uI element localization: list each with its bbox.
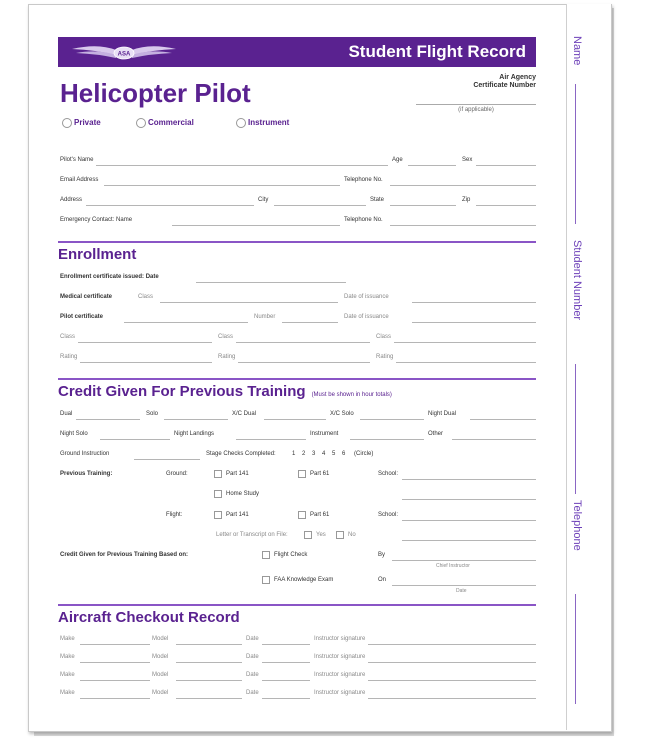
tab-student-number-label: Student Number	[571, 240, 583, 321]
stage-number[interactable]: 2	[302, 451, 306, 457]
make-label: Make	[60, 654, 75, 660]
on-label: On	[378, 577, 387, 583]
dual-label: Dual	[60, 411, 73, 417]
flight-part141-label: Part 141	[226, 512, 249, 518]
commercial-radio[interactable]	[136, 118, 146, 128]
banner-title: Student Flight Record	[348, 42, 526, 61]
city-label: City	[258, 197, 269, 203]
xc-dual-field[interactable]	[264, 419, 326, 420]
date-field[interactable]	[262, 662, 310, 663]
private-radio[interactable]	[62, 118, 72, 128]
model-field[interactable]	[176, 662, 242, 663]
flight-part61-label: Part 61	[310, 512, 330, 518]
medical-cert-label: Medical certificate	[60, 294, 113, 300]
model-label: Model	[152, 690, 169, 696]
instructor-signature-field[interactable]	[368, 698, 536, 699]
instructor-signature-field[interactable]	[368, 680, 536, 681]
ground-part141-label: Part 141	[226, 471, 249, 477]
date-field[interactable]	[262, 698, 310, 699]
model-label: Model	[152, 636, 169, 642]
flight-school-field-2[interactable]	[402, 540, 536, 541]
flight-school-field[interactable]	[402, 520, 536, 521]
credit-heading	[58, 383, 392, 400]
model-field[interactable]	[176, 698, 242, 699]
home-study-checkbox[interactable]	[214, 490, 222, 498]
flight-check-checkbox[interactable]	[262, 551, 270, 559]
side-tab	[566, 4, 611, 730]
enrollment-issued-label: Enrollment certificate issued: Date	[60, 274, 159, 280]
night-solo-label: Night Solo	[60, 431, 88, 437]
instructor-signature-label: Instructor signature	[314, 690, 366, 696]
commercial-label: Commercial	[148, 118, 194, 127]
model-field[interactable]	[176, 644, 242, 645]
ground-instruction-field[interactable]	[134, 459, 200, 460]
tab-line	[575, 84, 576, 224]
make-field[interactable]	[80, 698, 150, 699]
ground-school-label: School:	[378, 471, 399, 477]
night-dual-field[interactable]	[470, 419, 536, 420]
model-label: Model	[152, 672, 169, 678]
air-agency-label	[436, 74, 536, 90]
enrollment-heading: Enrollment	[58, 246, 137, 263]
instructor-signature-label: Instructor signature	[314, 636, 366, 642]
city-field[interactable]	[274, 205, 366, 206]
pilot-cert-label: Pilot certificate	[60, 314, 104, 320]
instrument-hours-label: Instrument	[310, 431, 339, 437]
pilot-cert-field[interactable]	[124, 322, 248, 323]
instructor-signature-label: Instructor signature	[314, 654, 366, 660]
stage-number[interactable]: 6	[342, 451, 346, 457]
zip-label: Zip	[462, 197, 471, 203]
telephone-label: Telephone No.	[344, 177, 383, 183]
stage-number[interactable]: 3	[312, 451, 316, 457]
page-title: Helicopter Pilot	[60, 78, 251, 108]
night-solo-field[interactable]	[100, 439, 170, 440]
address-field[interactable]	[86, 205, 254, 206]
email-label: Email Address	[60, 177, 99, 183]
state-field[interactable]	[390, 205, 456, 206]
emergency-contact-label: Emergency Contact: Name	[60, 217, 133, 223]
letter-yes-label: Yes	[316, 532, 326, 538]
instrument-radio[interactable]	[236, 118, 246, 128]
pilot-name-field[interactable]	[96, 165, 388, 166]
medical-class-label: Class	[138, 294, 154, 300]
agency-number-field[interactable]	[416, 104, 536, 105]
faa-exam-checkbox[interactable]	[262, 576, 270, 584]
flight-part61-checkbox[interactable]	[298, 511, 306, 519]
date-caption: Date	[456, 588, 467, 594]
stage-number[interactable]: 1	[292, 451, 296, 457]
ground-school-field[interactable]	[402, 479, 536, 480]
letter-yes-checkbox[interactable]	[304, 531, 312, 539]
make-label: Make	[60, 690, 75, 696]
circle-label: (Circle)	[354, 451, 374, 457]
night-landings-label: Night Landings	[174, 431, 215, 437]
enrollment-date-field[interactable]	[196, 282, 346, 283]
date-label: Date	[246, 636, 259, 642]
make-field[interactable]	[80, 644, 150, 645]
other-field[interactable]	[452, 439, 536, 440]
date-field[interactable]	[262, 680, 310, 681]
class-label-1: Class	[60, 334, 76, 340]
section-divider	[58, 604, 536, 606]
date-label: Date	[246, 672, 259, 678]
pilot-cert-date-field[interactable]	[412, 322, 536, 323]
age-label: Age	[392, 157, 403, 163]
instructor-signature-field[interactable]	[368, 662, 536, 663]
class-label-3: Class	[376, 334, 392, 340]
ground-part61-label: Part 61	[310, 471, 330, 477]
by-label: By	[378, 552, 386, 558]
state-label: State	[370, 197, 385, 203]
pilot-name-label: Pilot's Name	[60, 157, 94, 163]
zip-field[interactable]	[476, 205, 536, 206]
flight-label: Flight:	[166, 512, 183, 518]
credit-note: (Must be shown in hour totals)	[311, 392, 392, 398]
dual-field[interactable]	[76, 419, 140, 420]
aircraft-checkout-heading: Aircraft Checkout Record	[58, 609, 240, 626]
class-label-2: Class	[218, 334, 234, 340]
stage-number[interactable]: 4	[322, 451, 326, 457]
model-label: Model	[152, 654, 169, 660]
rating-field-2[interactable]	[238, 362, 370, 363]
exam-date-field[interactable]	[392, 585, 536, 586]
faa-exam-label: FAA Knowledge Exam	[274, 577, 334, 583]
ground-school-field-2[interactable]	[402, 499, 536, 500]
ground-part61-checkbox[interactable]	[298, 470, 306, 478]
rating-field-1[interactable]	[80, 362, 212, 363]
tab-line	[575, 364, 576, 494]
home-study-label: Home Study	[226, 491, 260, 497]
tab-name-label: Name	[571, 36, 583, 66]
chief-instructor-field[interactable]	[392, 560, 536, 561]
flight-part141-checkbox[interactable]	[214, 511, 222, 519]
credit-title: Credit Given For Previous Training	[58, 383, 306, 400]
previous-training-label: Previous Training:	[60, 471, 113, 477]
solo-label: Solo	[146, 411, 159, 417]
xc-dual-label: X/C Dual	[232, 411, 257, 417]
private-label: Private	[74, 118, 101, 127]
letter-transcript-label: Letter or Transcript on File:	[216, 532, 288, 538]
night-landings-field[interactable]	[236, 439, 306, 440]
make-label: Make	[60, 636, 75, 642]
stage-checks-label: Stage Checks Completed:	[206, 451, 276, 457]
credit-based-on-label: Credit Given for Previous Training Based on:	[60, 552, 189, 558]
telephone-field[interactable]	[390, 185, 536, 186]
asa-wings-logo	[68, 41, 180, 63]
rating-label-3: Rating	[376, 354, 394, 360]
other-label: Other	[428, 431, 444, 437]
flight-check-label: Flight Check	[274, 552, 308, 558]
section-divider	[58, 378, 536, 380]
model-field[interactable]	[176, 680, 242, 681]
logo-text: ASA	[117, 51, 131, 58]
flight-school-label: School:	[378, 512, 399, 518]
letter-no-label: No	[348, 532, 356, 538]
medical-class-field[interactable]	[160, 302, 338, 303]
instructor-signature-label: Instructor signature	[314, 672, 366, 678]
email-field[interactable]	[104, 185, 340, 186]
xc-solo-label: X/C Solo	[330, 411, 354, 417]
pilot-cert-number-field[interactable]	[282, 322, 338, 323]
age-field[interactable]	[408, 165, 456, 166]
solo-field[interactable]	[164, 419, 228, 420]
class-field-2[interactable]	[236, 342, 370, 343]
rating-label-1: Rating	[60, 354, 78, 360]
letter-no-checkbox[interactable]	[336, 531, 344, 539]
sex-field[interactable]	[476, 165, 536, 166]
instrument-label: Instrument	[248, 118, 290, 127]
section-divider	[58, 241, 536, 243]
medical-date-field[interactable]	[412, 302, 536, 303]
class-field-1[interactable]	[78, 342, 212, 343]
instrument-field[interactable]	[350, 439, 424, 440]
rating-field-3[interactable]	[396, 362, 536, 363]
xc-solo-field[interactable]	[360, 419, 424, 420]
date-label: Date	[246, 654, 259, 660]
agency-line-1: Air Agency	[499, 74, 536, 81]
sex-label: Sex	[462, 157, 473, 163]
ground-label: Ground:	[166, 471, 188, 477]
date-label: Date	[246, 690, 259, 696]
address-label: Address	[60, 197, 83, 203]
instructor-signature-field[interactable]	[368, 644, 536, 645]
date-issuance2-label: Date of issuance	[344, 314, 389, 320]
emergency-contact-field[interactable]	[172, 225, 340, 226]
agency-note: (if applicable)	[458, 107, 494, 113]
rating-label-2: Rating	[218, 354, 236, 360]
chief-instructor-caption: Chief Instructor	[436, 563, 470, 569]
header-banner	[58, 37, 536, 67]
agency-line-2: Certificate Number	[473, 82, 536, 89]
ground-instruction-label: Ground Instruction	[60, 451, 110, 457]
tab-telephone-label: Telephone	[571, 500, 583, 551]
telephone2-label: Telephone No.	[344, 217, 383, 223]
night-dual-label: Night Dual	[428, 411, 457, 417]
tab-line	[575, 594, 576, 704]
date-issuance-label: Date of issuance	[344, 294, 389, 300]
ground-part141-checkbox[interactable]	[214, 470, 222, 478]
date-field[interactable]	[262, 644, 310, 645]
make-field[interactable]	[80, 662, 150, 663]
number-label: Number	[254, 314, 276, 320]
make-field[interactable]	[80, 680, 150, 681]
make-label: Make	[60, 672, 75, 678]
class-field-3[interactable]	[394, 342, 536, 343]
stage-number[interactable]: 5	[332, 451, 336, 457]
telephone2-field[interactable]	[390, 225, 536, 226]
